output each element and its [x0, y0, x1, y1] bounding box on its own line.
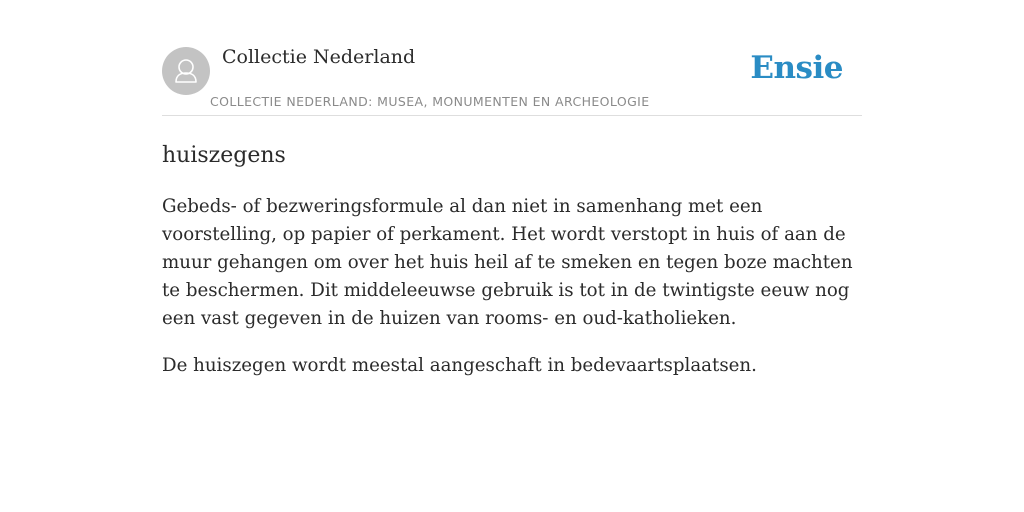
- user-silhouette-icon: [162, 47, 210, 95]
- author-name[interactable]: Collectie Nederland: [222, 46, 416, 68]
- entry-title: huiszegens: [162, 143, 286, 168]
- entry-card: [162, 36, 862, 380]
- entry-paragraph-2: De huiszegen wordt meestal aangeschaft in bedevaartsplaatsen.: [162, 355, 757, 376]
- entry-header: [162, 36, 862, 116]
- ensie-logo[interactable]: Ensie: [750, 50, 843, 86]
- author-avatar[interactable]: [162, 47, 210, 95]
- author-subtitle[interactable]: COLLECTIE NEDERLAND: MUSEA, MONUMENTEN EN ARCHEOLOGIE: [210, 94, 650, 109]
- entry-paragraph-1: Gebeds- of bezweringsformule al dan niet in samenhang met een voorstelling, op papier of perkament. Het wordt verstopt in huis of aan de muur gehangen om over het huis heil af te smeken en tegen boze machten te beschermen. Dit middeleeuwse gebruik is tot in de twintigste eeuw nog een vast gegeven in de huizen van rooms- en oud-katholieken.: [162, 196, 853, 329]
